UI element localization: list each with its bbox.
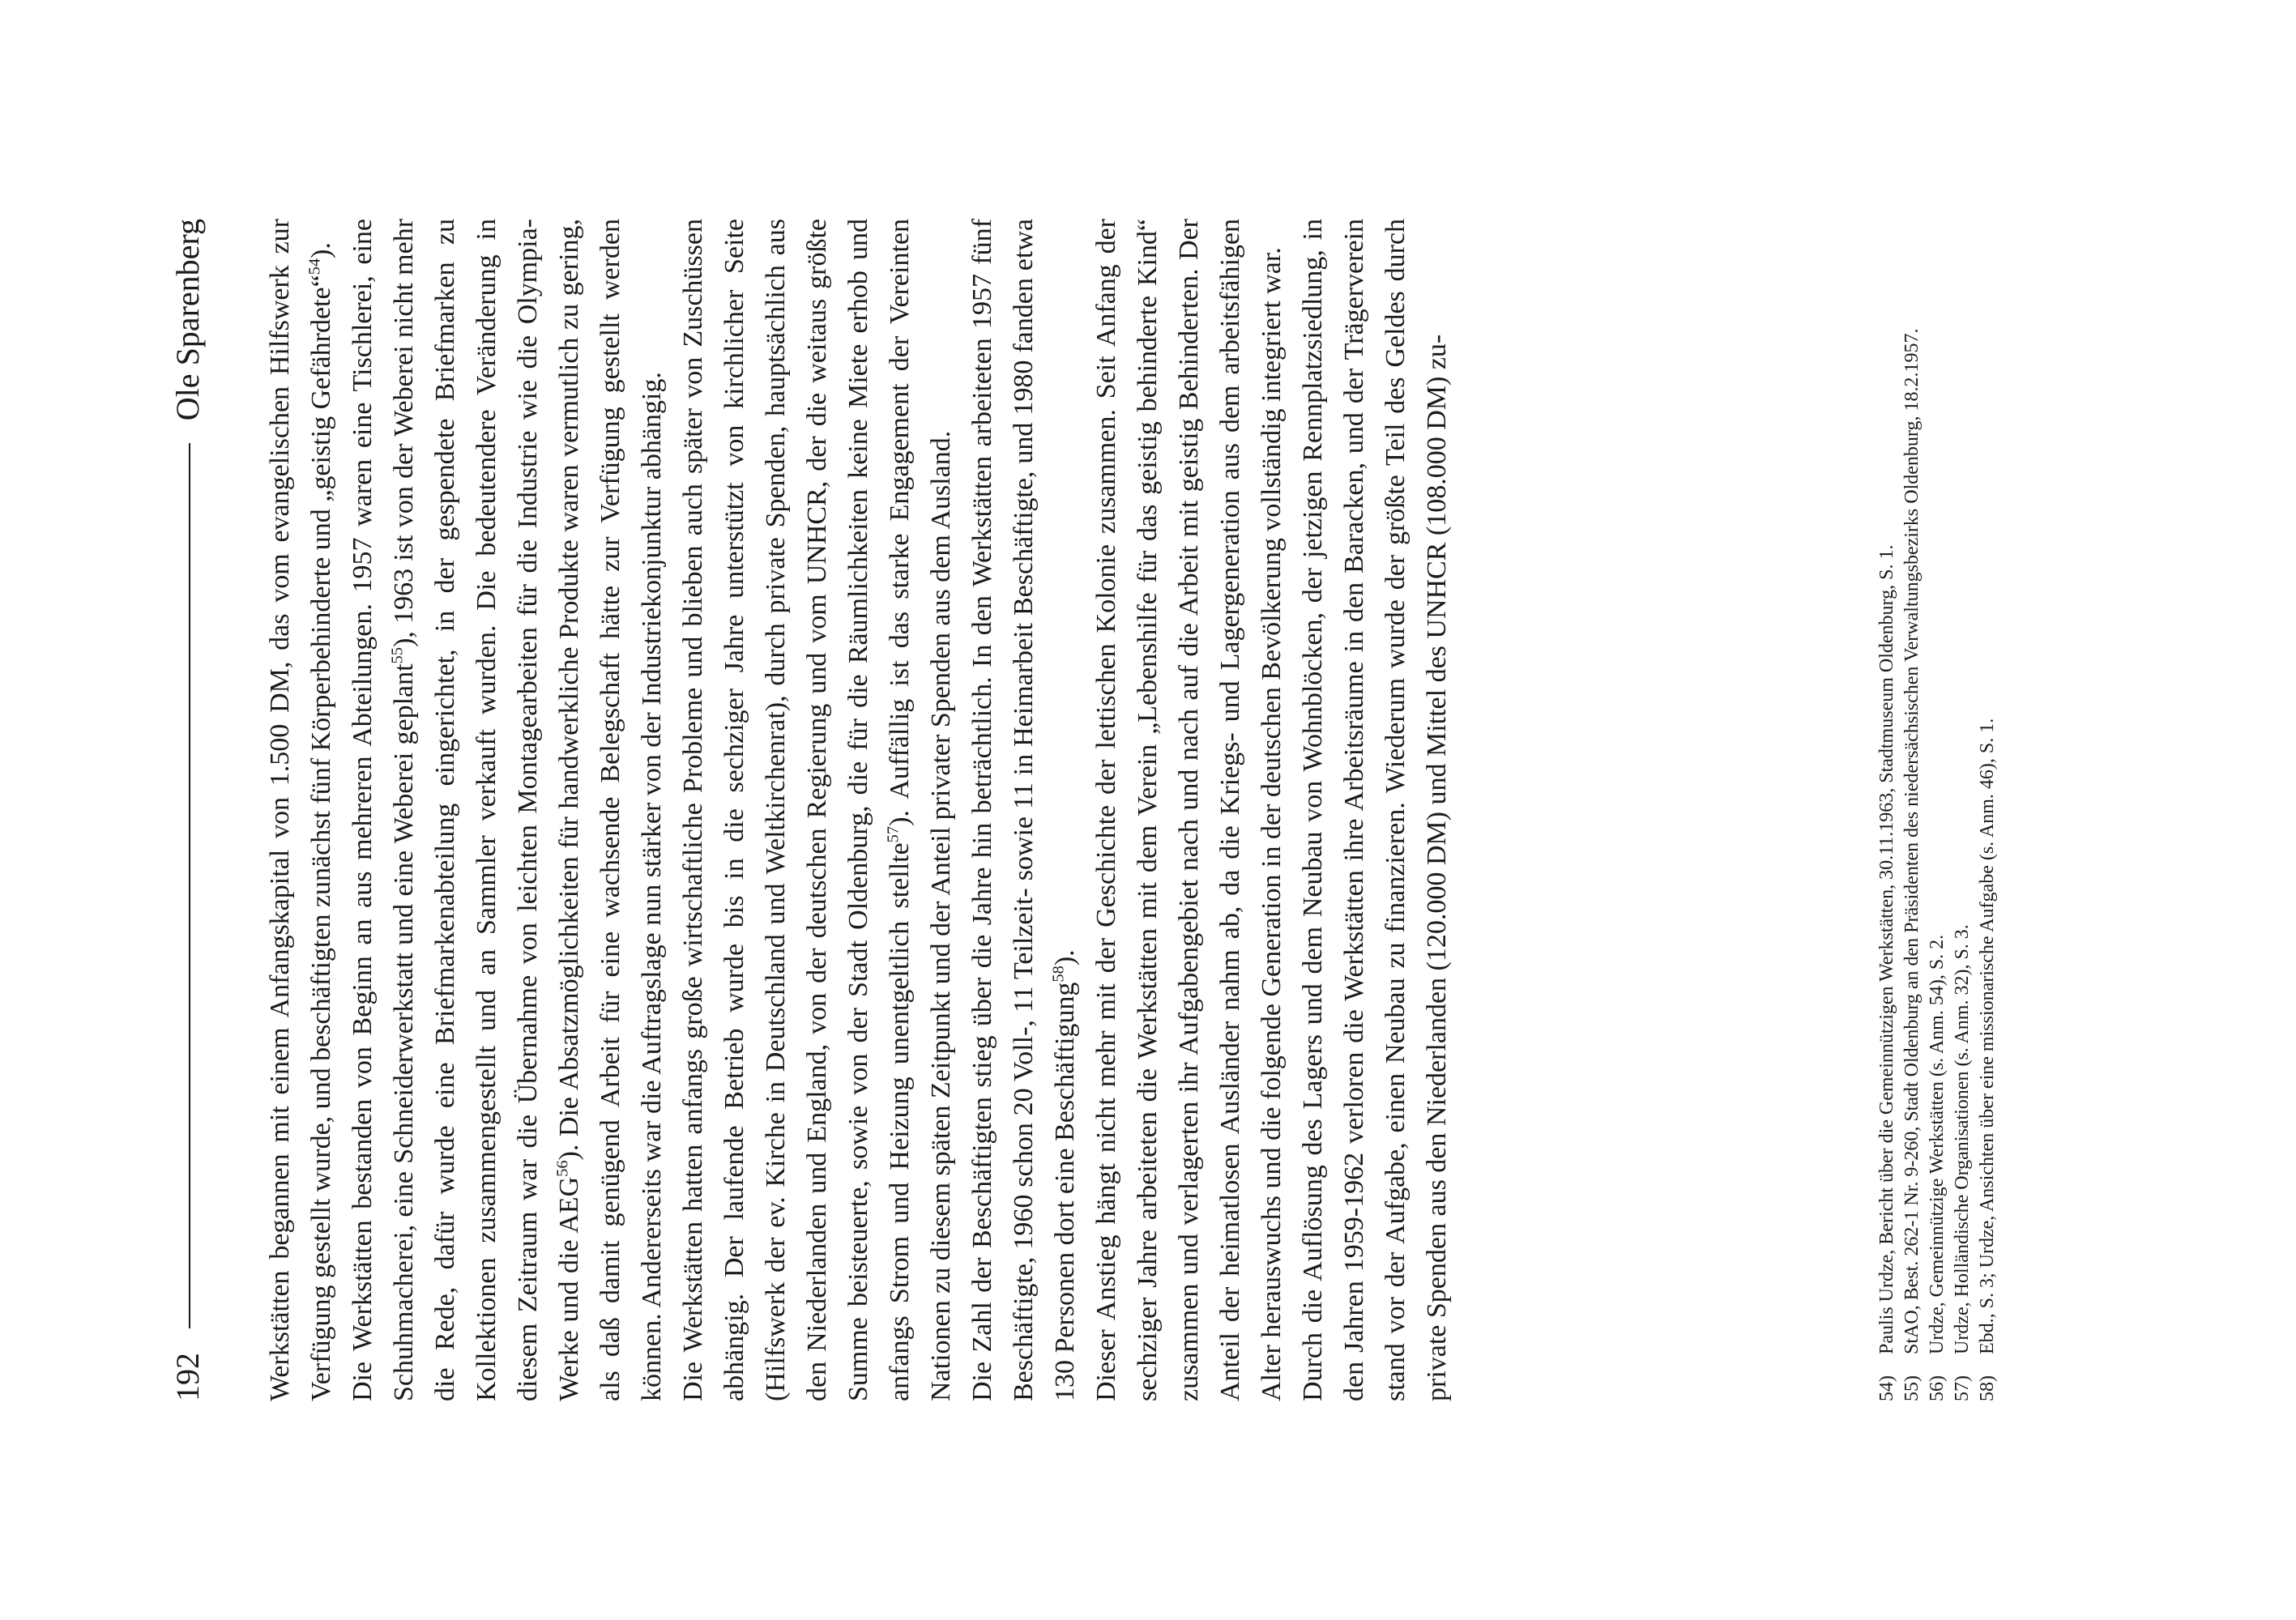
footnote-text: Urdze, Gemeinnützige Werkstätten (s. Anm. 54), S. 2. (1927, 934, 1948, 1354)
footnote (1925, 219, 1950, 1401)
footnote-number: 57) (1952, 1375, 1973, 1401)
page-number: 192 (169, 1353, 206, 1401)
footnote (1875, 219, 1900, 1401)
footnote-reference: 58 (1049, 966, 1068, 983)
paragraph-text: ). Auffällig ist das starke Engagement der Vereinten Nationen zu diesem späten Zeitpunkt und der Anteil privater Spenden aus dem Ausland. (885, 219, 956, 1401)
paragraph-text: Die Zahl der Beschäftigten stieg über die Jahre hin beträchtlich. In den Werkstätten arbeiteten 1957 fünf Beschäftigte, 1960 schon 20 Voll-, 11 Teilzeit- sowie 11 in Heimarbeit Beschäftigte, und 1980 fanden etwa 130 Personen dort eine Beschäftigung (967, 219, 1080, 1401)
paragraph-text: Die Werkstätten hatten anfangs große wirtschaftliche Probleme und blieben auch später von Zuschüssen abhängig. Der laufende Betrieb wurde bis in die sechziger Jahre unterstützt von kirchlicher Seite (Hilfswerk der ev. Kirche in Deutschland und Weltkirchenrat), durch private Spenden, hauptsächlich aus den Niederlanden und England, von der deutschen Regierung und vom UNHCR, der die weitaus größte Summe beisteuerte, sowie von der Stadt Oldenburg, die für die Räumlichkeiten keine Miete erhob und anfangs Strom und Heizung unentgeltlich stellte (678, 219, 915, 1401)
footnote-reference: 57 (884, 825, 903, 843)
paragraph-text: Dieser Anstieg hängt nicht mehr mit der Geschichte der lettischen Kolonie zusammen. Seit Anfang der sechziger Jahre arbeiteten die Werkstätten mit dem Verein „Lebenshilfe für das geistig behinderte Kind“ zusammen und verlagerten ihr Aufgabengebiet nach und nach auf die Arbeit mit geistig Behinderten. Der Anteil der heimatlosen Ausländer nahm ab, da die Kriegs- und Lagergeneration aus dem arbeitsfähigen Alter herauswuchs und die folgende Generation in der deutschen Bevölkerung vollständig integriert war. (1091, 219, 1287, 1401)
paragraph-text: Durch die Auflösung des Lagers und dem Neubau von Wohnblöcken, der jetzigen Rennplatzsiedlung, in den Jahren 1959-1962 verloren die Werkstätten ihre Arbeitsräume in den Baracken, und der Trägerverein stand vor der Aufgabe, einen Neubau zu finanzieren. Wiederum wurde der größte Teil des Geldes durch private Spenden aus den Niederlanden (120.000 DM) und Mittel des UNHCR (108.000 DM) zu- (1298, 219, 1452, 1401)
footnote-text: StAO, Best. 262-1 Nr. 9-260, Stadt Oldenburg an den Präsidenten des niedersächsischen Verwaltungsbezirks Oldenburg, 18.2.1957. (1901, 328, 1923, 1354)
footnote-reference: 54 (305, 258, 324, 275)
paragraph (672, 219, 962, 1401)
footnote-text: Ebd., S. 3; Urdze, Ansichten über eine missionarische Aufgabe (s. Anm. 46), S. 1. (1977, 718, 1998, 1354)
footnote (1900, 219, 1925, 1401)
paragraph (1086, 219, 1292, 1401)
paragraph (1292, 219, 1457, 1401)
paragraph-text: ), 1963 ist von der Weberei nicht mehr die Rede, dafür wurde eine Briefmarkenabteilung eingerichtet, in der gespendete Briefmarken zu Kollektionen zusammengestellt und an Sammler verkauft wurden. Die bedeutendere Veränderung in diesem Zeitraum war die Übernahme von leichten Montagearbeiten für die Industrie wie die Olympia-Werke und die AEG (389, 218, 584, 1401)
footnote-number: 54) (1876, 1375, 1897, 1401)
footnote-number: 58) (1977, 1375, 1998, 1401)
paragraph-text: ). Die Absatzmöglichkeiten für handwerkliche Produkte waren vermutlich zu gering, als daß damit genügend Arbeit für eine wachsende Belegschaft hätte zur Verfügung gestellt werden können. Andererseits war die Auftragslage nun stärker von der Industriekonjunktur abhängig. (554, 219, 667, 1401)
footnote-number: 56) (1927, 1375, 1948, 1401)
footnotes (1875, 219, 2000, 1401)
footnote-text: Paulis Urdze, Bericht über die Gemeinnützigen Werkstätten, 30.11.1963, Stadtmuseum Oldenburg, S. 1. (1876, 544, 1897, 1354)
paragraph (962, 219, 1086, 1401)
footnote-text: Urdze, Holländische Organisationen (s. Anm. 32), S. 3. (1952, 924, 1973, 1354)
footnote (1975, 219, 2000, 1401)
footnote-reference: 56 (553, 1160, 572, 1177)
paragraph-text: Werkstätten begannen mit einem Anfangskapital von 1.500 DM, das vom evangelischen Hilfswerk zur Verfügung gestellt wurde, und beschäftigten zunächst fünf Körperbehinderte und „geistig Gefährdete“ (265, 219, 336, 1401)
paragraph-text: Die Werkstätten bestanden von Beginn an aus mehreren Abteilungen. 1957 waren eine Tischlerei, eine Schuhmacherei, eine Schneiderwerkstatt und eine Weberei geplant (348, 219, 419, 1401)
paragraph-text: ). (306, 242, 336, 258)
paragraph (342, 219, 672, 1401)
footnote-reference: 55 (388, 647, 407, 664)
header-rule (189, 443, 190, 1328)
paragraph-text: ). (1050, 949, 1080, 966)
footnote (1950, 219, 1975, 1401)
running-head-author: Ole Sparenberg (169, 219, 206, 421)
running-head (169, 219, 206, 1401)
footnote-number: 55) (1901, 1375, 1923, 1401)
paragraph (259, 219, 342, 1401)
body-text (259, 219, 1457, 1401)
